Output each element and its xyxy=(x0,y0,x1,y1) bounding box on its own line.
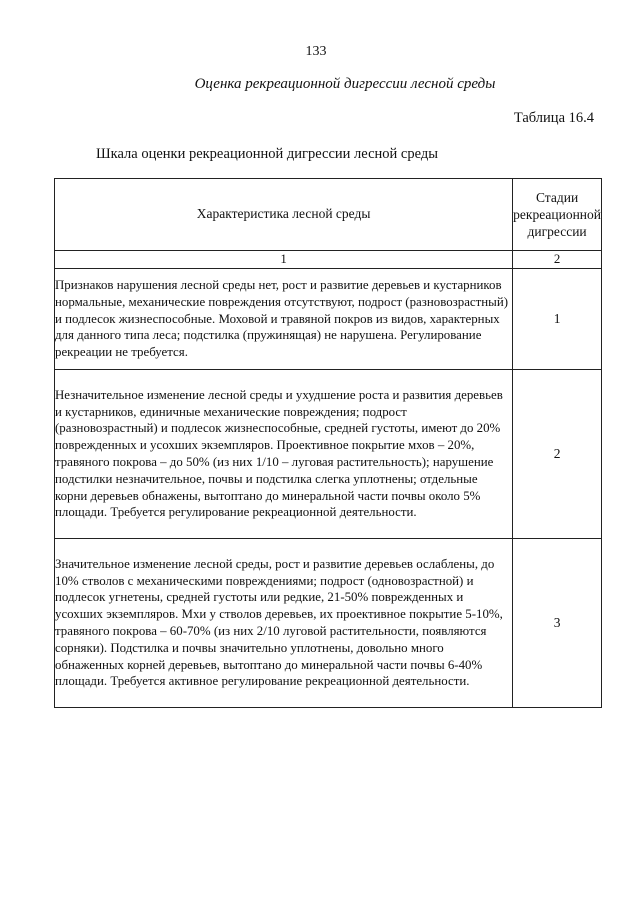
row-description: Признаков нарушения лесной среды нет, рост и развитие деревьев и кустарников нормальные, механические повреждения отсутствуют, подрост (разновозрастный) и подлесок жизнеспособные. Моховой и травяной покров из видов, характерных для данного типа леса; подстилка (пружинящая) не нарушена. Регулирование рекреации не требуется. xyxy=(55,269,513,370)
row-description: Значительное изменение лесной среды, рост и развитие деревьев ослаблены, до 10% стволов с механическими повреждениями; подрост (одновозрастной) и подлесок угнетены, средней густоты или редкие, 21-50% поврежденных и усохших экземпляров. Мхи у стволов деревьев, их проективное покрытие 5-10%, травяного покрова – 60-70% (из них 2/10 луговой растительности, появляются сорняки). Подстилка и почвы значительно уплотнены, довольно много обнаженных корней деревьев, вытоптано до минеральной части почвы 6-40% площади. Требуется активное регулирование рекреационной деятельности. xyxy=(55,539,513,708)
digression-scale-table xyxy=(54,178,602,708)
column-number-2: 2 xyxy=(513,251,602,269)
header-stage: Стадии рекреационной дигрессии xyxy=(513,179,602,251)
table-row xyxy=(55,370,602,539)
table-header-row xyxy=(55,179,602,251)
row-stage: 2 xyxy=(513,370,602,539)
column-number-row xyxy=(55,251,602,269)
row-description: Незначительное изменение лесной среды и ухудшение роста и развития деревьев и кустарников, единичные механические повреждения; подрост (разновозрастный) и подлесок жизнеспособные, средней густоты, имеют до 20% поврежденных и усохших экземпляров. Проективное покрытие мхов – 20%, травяного покрова – до 50% (из них 1/10 – луговая растительность); нарушение подстилки незначительное, почвы и подстилка слегка уплотнены; отдельные корни деревьев обнажены, вытоптано до минеральной части почвы около 5% площади. Требуется регулирование рекреационной деятельности. xyxy=(55,370,513,539)
table-label: Таблица 16.4 xyxy=(513,110,594,126)
page-number: 133 xyxy=(305,44,327,59)
header-characteristic: Характеристика лесной среды xyxy=(55,179,513,251)
row-stage: 3 xyxy=(513,539,602,708)
table-caption: Шкала оценки рекреационной дигрессии лесной среды xyxy=(96,146,438,162)
column-number-1: 1 xyxy=(55,251,513,269)
table-row xyxy=(55,269,602,370)
section-title: Оценка рекреационной дигрессии лесной среды xyxy=(194,76,496,92)
table-row xyxy=(55,539,602,708)
row-stage: 1 xyxy=(513,269,602,370)
